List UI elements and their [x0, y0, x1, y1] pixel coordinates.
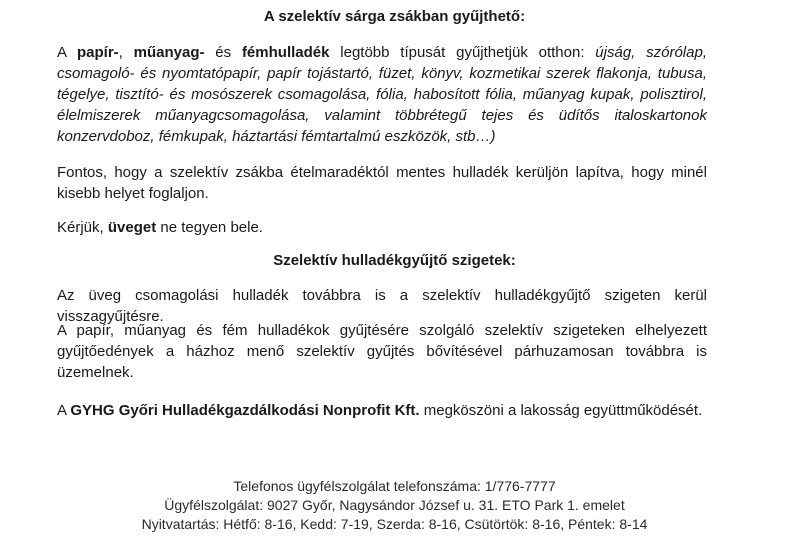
examples-list: újság, szórólap, csomagoló- és nyomtatópapír, papír tojástartó, füzet, könyv, kozmetikai szerek flakonja, tubusa, tégelye, tisztító- és mosószerek csomagolása, fólia, habosított fólia, műanyag kupak, polisztirol, élelmiszerek műanyagcsomagolása, valamint többrétegű tejes és üdítős italoskartonok konzervdoboz, fémkupak, háztartási fémtartalmú eszközök, stb…) [57, 44, 707, 145]
plastic-keyword: műanyag- [133, 44, 205, 61]
text-segment: megköszöni a lakosság együttműködését. [419, 402, 703, 419]
text-segment: A [57, 402, 71, 419]
yellow-bag-heading: A szelektív sárga zsákban gyűjthető: [263, 8, 526, 25]
yellow-bag-contents-paragraph [57, 42, 707, 147]
text-segment: A [57, 44, 77, 61]
text-segment: , [118, 44, 134, 61]
footer-address: Ügyfélszolgálat: 9027 Győr, Nagysándor József u. 31. ETO Park 1. emelet [164, 497, 625, 513]
collection-islands-heading: Szelektív hulladékgyűjtő szigetek: [273, 252, 516, 269]
glass-keyword: üveget [107, 219, 157, 236]
footer-opening-hours: Nyitvatartás: Hétfő: 8-16, Kedd: 7-19, Szerda: 8-16, Csütörtök: 8-16, Péntek: 8-14 [141, 516, 648, 532]
footer-phone: Telefonos ügyfélszolgálat telefonszáma: 1/776-7777 [233, 478, 556, 494]
flatten-notice-paragraph: Fontos, hogy a szelektív zsákba ételmaradéktól mentes hulladék kerüljön lapítva, hogy minél kisebb helyet foglaljon. [57, 164, 707, 202]
islands-operation-paragraph: A papír, műanyag és fém hulladékok gyűjtésére szolgáló szelektív szigeteken elhelyezett gyűjtőedények a házhoz menő szelektív gyűjtés bővítésével párhuzamosan továbbra is üzemelnek. [57, 322, 707, 381]
metal-keyword: fémhulladék [241, 44, 330, 61]
no-glass-paragraph [57, 217, 707, 238]
text-segment: és [204, 44, 242, 61]
text-segment: legtöbb típusát gyűjthetjük otthon: [329, 44, 596, 61]
company-name: GYHG Győri Hulladékgazdálkodási Nonprofit Kft. [70, 402, 420, 419]
text-segment: Kérjük, [57, 219, 108, 236]
paper-keyword: papír- [76, 44, 119, 61]
text-segment: ne tegyen bele. [156, 219, 263, 236]
thanks-paragraph [57, 400, 707, 421]
glass-collection-paragraph: Az üveg csomagolási hulladék továbbra is a szelektív hulladékgyűjtő szigeten kerül visszagyűjtésre. [57, 287, 707, 325]
